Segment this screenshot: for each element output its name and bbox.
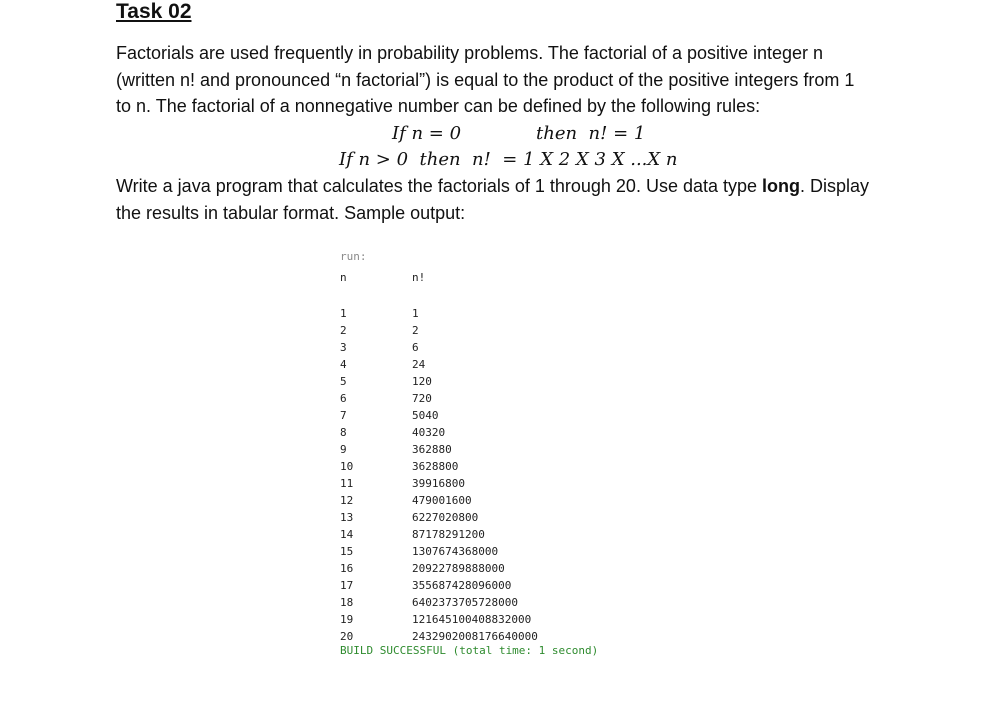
table-row [340,492,700,509]
row-factorial: 720 [412,392,432,405]
table-row [340,560,700,577]
table-row [340,441,700,458]
table-row [340,543,700,560]
row-n: 13 [340,511,354,524]
rule-1-condition: If n = 0 [392,123,462,144]
row-factorial: 39916800 [412,477,465,490]
row-factorial: 5040 [412,409,439,422]
row-factorial: 40320 [412,426,446,439]
row-n: 11 [340,477,354,490]
table-row [340,373,700,390]
row-factorial: 1307674368000 [412,545,499,558]
table-row [340,509,700,526]
table-row [340,407,700,424]
row-factorial: 3628800 [412,460,459,473]
row-n: 6 [340,392,347,405]
row-n: 7 [340,409,347,422]
task-line-2: the results in tabular format. Sample output: [116,202,466,223]
row-factorial: 355687428096000 [412,579,512,592]
output-rows [340,305,700,645]
row-factorial: 1 [412,307,419,320]
table-row [340,594,700,611]
row-n: 3 [340,341,347,354]
row-n: 16 [340,562,354,575]
row-n: 12 [340,494,354,507]
intro-line-1: Factorials are used frequently in probability problems. The factorial of a positive integer n [116,43,824,63]
table-row [340,458,700,475]
intro-line-3: to n. The factorial of a nonnegative number can be defined by the following rules: [116,96,761,116]
run-label: run: [340,250,367,263]
table-row [340,628,700,645]
row-factorial: 24 [412,358,426,371]
intro-paragraph [116,40,936,120]
row-factorial: 20922789888000 [412,562,505,575]
table-row [340,339,700,356]
row-factorial: 6 [412,341,419,354]
header-n: n [340,271,347,284]
task-line-1: Write a java program that calculates the factorials of 1 through 20. Use data type long. Display [116,176,870,196]
row-n: 17 [340,579,354,592]
row-factorial: 120 [412,375,432,388]
row-factorial: 6402373705728000 [412,596,518,609]
row-n: 14 [340,528,354,541]
row-n: 2 [340,324,347,337]
table-row [340,322,700,339]
table-row [340,424,700,441]
row-factorial: 362880 [412,443,452,456]
task-title: Task 02 [116,0,192,23]
row-n: 15 [340,545,354,558]
row-n: 19 [340,613,354,626]
long-keyword: long [762,176,801,196]
row-n: 1 [340,307,347,320]
table-row [340,356,700,373]
task-paragraph [116,173,936,226]
table-row [340,475,700,492]
build-status: BUILD SUCCESSFUL (total time: 1 second) [340,644,599,657]
header-factorial: n! [412,271,426,284]
table-row [340,611,700,628]
row-factorial: 6227020800 [412,511,479,524]
row-factorial: 479001600 [412,494,472,507]
row-factorial: 87178291200 [412,528,485,541]
row-n: 18 [340,596,354,609]
row-n: 10 [340,460,354,473]
row-n: 5 [340,375,347,388]
row-factorial: 121645100408832000 [412,613,532,626]
row-n: 9 [340,443,347,456]
row-n: 4 [340,358,347,371]
table-row [340,526,700,543]
rule-2: If n > 0 then n! = 1 X 2 X 3 X ...X n [339,149,678,170]
row-factorial: 2432902008176640000 [412,630,538,643]
row-factorial: 2 [412,324,419,337]
intro-line-2: (written n! and pronounced “n factorial”) is equal to the product of the positive integers from 1 [116,69,855,90]
row-n: 8 [340,426,347,439]
table-row [340,577,700,594]
rule-1-result: then n! = 1 [536,123,646,144]
row-n: 20 [340,630,354,643]
table-row [340,390,700,407]
table-row [340,305,700,322]
